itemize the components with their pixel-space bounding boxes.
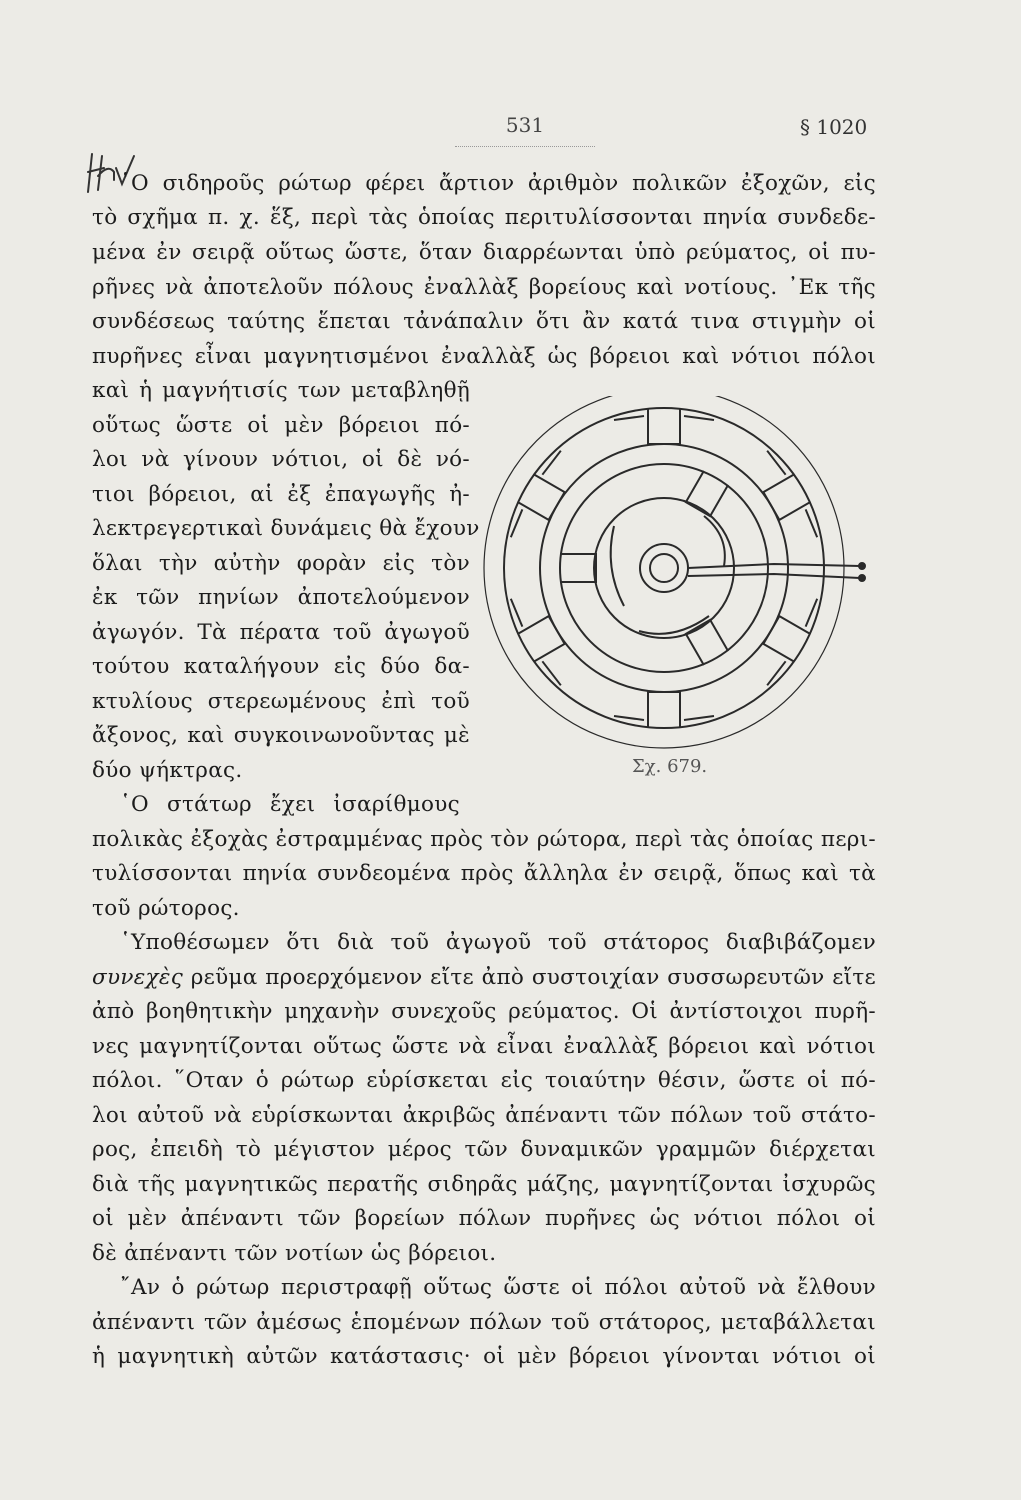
text-line: ἄξονος, καὶ συγκοινωνοῦντας μὲ	[92, 723, 470, 748]
text-line: λοι αὐτοῦ νὰ εὑρίσκωνται ἀκριβῶς ἀπέναντι τῶν πόλων τοῦ στάτο-	[92, 1103, 876, 1128]
text-line: τούτου καταλήγουν εἰς δύο δα-	[92, 654, 470, 679]
text-line: λεκτρεγερτικαὶ δυνάμεις θὰ ἔχουν	[92, 516, 480, 541]
text-line: διὰ τῆς μαγνητικῶς περατῆς σιδηρᾶς μάζης, μαγνητίζονται ἰσχυρῶς	[92, 1172, 876, 1197]
text-line: ῾Ο σιδηροῦς ρώτωρ φέρει ἄρτιον ἀριθμὸν πολικῶν ἐξοχῶν, εἰς	[120, 171, 876, 196]
text-line: ἐκ τῶν πηνίων ἀποτελούμενον	[92, 585, 470, 610]
text-line: ρῆνες νὰ ἀποτελοῦν πόλους ἐναλλὰξ βορείους καὶ νοτίους. ᾿Εκ τῆς	[92, 275, 876, 300]
shaft-outer	[640, 544, 688, 592]
text-line: νες μαγνητίζονται οὕτως ὥστε νὰ εἶναι ἐναλλὰξ βόρειοι καὶ νότιοι	[92, 1034, 876, 1059]
text-line	[92, 961, 876, 995]
text-line: λοι νὰ γίνουν νότιοι, οἱ δὲ νό-	[92, 447, 470, 472]
rotor-core	[594, 498, 734, 638]
italic-term: συνεχὲς	[92, 965, 184, 990]
text-line: τιοι βόρειοι, αἱ ἐξ ἐπαγωγῆς ἠ-	[92, 482, 470, 507]
text-line: ῾Υποθέσωμεν ὅτι διὰ τοῦ ἀγωγοῦ τοῦ στάτορος διαβιβάζομεν	[120, 930, 876, 955]
text-line: ἡ μαγνητικὴ αὐτῶν κατάστασις· οἱ μὲν βόρειοι γίνονται νότιοι οἱ	[92, 1344, 876, 1369]
text-line: τοῦ ρώτορος.	[92, 896, 240, 921]
stator-inner-ring	[540, 444, 788, 692]
machine-diagram-figure	[474, 396, 884, 776]
text-line: πυρῆνες εἶναι μαγνητισμένοι ἐναλλὰξ ὡς βόρειοι καὶ νότιοι πόλοι	[92, 344, 876, 369]
text-line: ῾Ο στάτωρ ἔχει ἰσαρίθμους	[120, 792, 460, 817]
outer-ring	[484, 396, 844, 748]
text-line: οὕτως ὥστε οἱ μὲν βόρειοι πό-	[92, 413, 470, 438]
shaft-inner	[650, 554, 678, 582]
text-line: πολικὰς ἐξοχὰς ἐστραμμένας πρὸς τὸν ρώτορα, περὶ τὰς ὁποίας περι-	[92, 827, 876, 852]
text-line: ἀπέναντι τῶν ἀμέσως ἑπομένων πόλων τοῦ στάτορος, μεταβάλλεται	[92, 1310, 876, 1335]
figure-caption: Σχ. 679.	[632, 756, 708, 777]
text-line: καὶ ἡ μαγνήτισίς των μεταβληθῇ	[92, 378, 470, 403]
text-line: κτυλίους στερεωμένους ἐπὶ τοῦ	[92, 689, 470, 714]
text-line: ῎Αν ὁ ρώτωρ περιστραφῇ οὕτως ὥστε οἱ πόλοι αὐτοῦ νὰ ἔλθουν	[120, 1275, 876, 1300]
text-line: δὲ ἀπέναντι τῶν νοτίων ὡς βόρειοι.	[92, 1241, 497, 1266]
text-line: ρος, ἐπειδὴ τὸ μέγιστον μέρος τῶν δυναμικῶν γραμμῶν διέρχεται	[92, 1137, 876, 1162]
text-line: τὸ σχῆμα π. χ. ἕξ, περὶ τὰς ὁποίας περιτυλίσσονται πηνία συνδεδε-	[92, 205, 876, 230]
text-line: δύο ψήκτρας.	[92, 758, 243, 783]
section-reference: § 1020	[800, 115, 868, 139]
page-number: 531	[505, 113, 545, 137]
text-segment: ρεῦμα προερχόμενον εἴτε ἀπὸ συστοιχίαν συσσωρευτῶν εἴτε	[183, 965, 876, 990]
text-line: συνδέσεως ταύτης ἕπεται τἀνάπαλιν ὅτι ἂν κατά τινα στιγμὴν οἱ	[92, 309, 876, 334]
stator-ring	[504, 408, 824, 728]
text-line: πόλοι. ῞Οταν ὁ ρώτωρ εὑρίσκεται εἰς τοιαύτην θέσιν, ὥστε οἱ πό-	[92, 1068, 876, 1093]
text-line: ὅλαι τὴν αὐτὴν φορὰν εἰς τὸν	[92, 551, 470, 576]
terminal-leads	[688, 563, 865, 581]
text-line: ἀπὸ βοηθητικὴν μηχανὴν συνεχοῦς ρεύματος. Οἱ ἀντίστοιχοι πυρῆ-	[92, 999, 876, 1024]
text-line: μένα ἐν σειρᾷ οὕτως ὥστε, ὅταν διαρρέωνται ὑπὸ ρεύματος, οἱ πυ-	[92, 240, 876, 265]
text-line: τυλίσσονται πηνία συνδεομένα πρὸς ἄλληλα ἐν σειρᾷ, ὅπως καὶ τὰ	[92, 861, 876, 886]
text-line: ἀγωγόν. Τὰ πέρατα τοῦ ἀγωγοῦ	[92, 620, 470, 645]
rotor-ring	[560, 464, 768, 672]
text-line: οἱ μὲν ἀπέναντι τῶν βορείων πόλων πυρῆνες ὡς νότιοι πόλοι οἱ	[92, 1206, 876, 1231]
page-number-rule	[455, 146, 595, 147]
